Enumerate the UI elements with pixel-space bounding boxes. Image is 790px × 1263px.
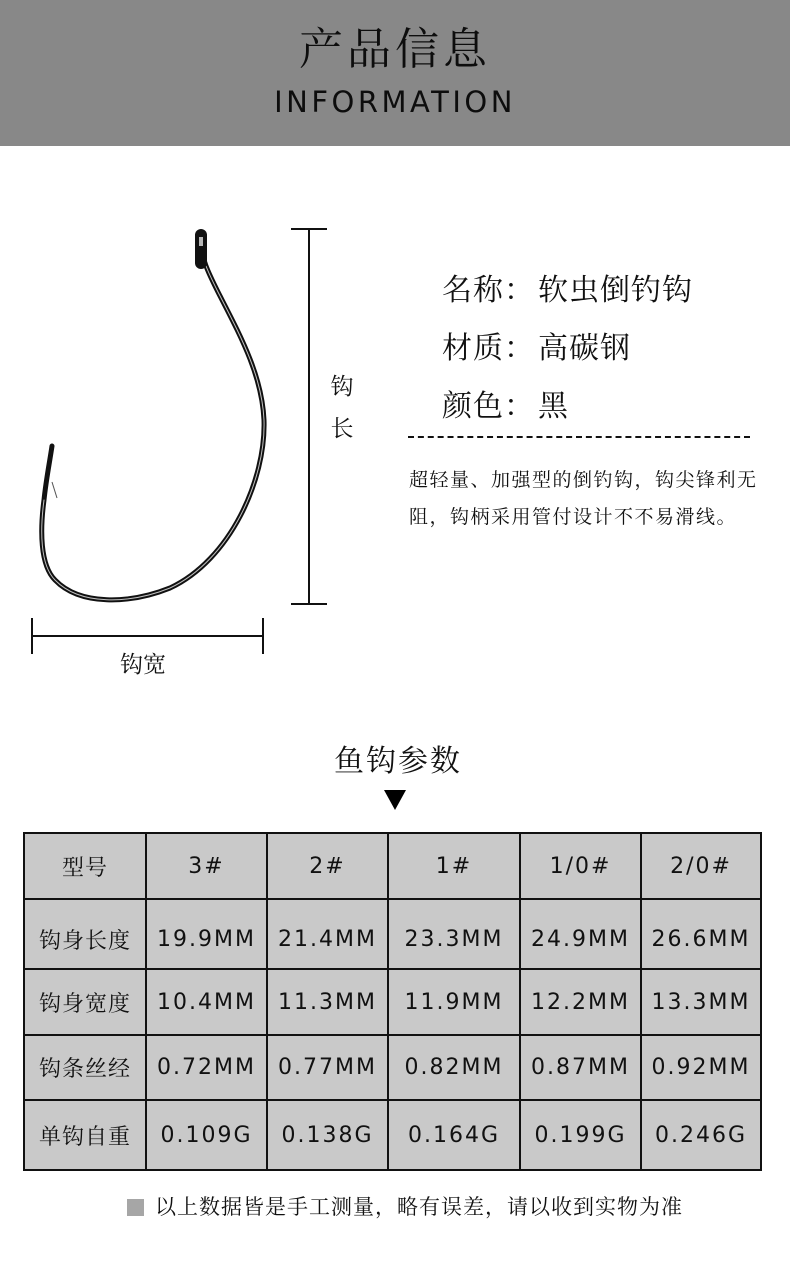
table-cell: 0.92MM — [641, 1035, 761, 1100]
table-cell: 10.4MM — [146, 969, 267, 1035]
spec-list — [442, 262, 693, 436]
hook-length-label: 钩 长 — [330, 374, 354, 442]
table-cell: 0.164G — [388, 1100, 520, 1170]
spec-name: 名称： 软虫倒钓钩 — [442, 273, 693, 308]
hook-diagram — [0, 200, 380, 700]
table-header-row — [24, 833, 761, 899]
spec-material: 材质： 高碳钢 — [442, 331, 631, 366]
table-cell: 0.109G — [146, 1100, 267, 1170]
table-cell: 钩条丝经 — [24, 1035, 146, 1100]
measurement-note: 以上数据皆是手工测量，略有误差，请以收到实物为准 — [127, 1192, 683, 1222]
table-row — [24, 969, 761, 1035]
table-cell: 12.2MM — [520, 969, 641, 1035]
table-cell: 钩身长度 — [24, 899, 146, 969]
table-cell: 钩身宽度 — [24, 969, 146, 1035]
table-cell: 0.72MM — [146, 1035, 267, 1100]
table-row — [24, 1035, 761, 1100]
table-cell: 0.199G — [520, 1100, 641, 1170]
table-cell: 0.138G — [267, 1100, 388, 1170]
table-cell: 21.4MM — [267, 899, 388, 969]
table-cell: 24.9MM — [520, 899, 641, 969]
arrow-down-icon — [384, 790, 406, 810]
table-cell: 0.82MM — [388, 1035, 520, 1100]
table-cell: 11.3MM — [267, 969, 388, 1035]
table-header-cell: 1# — [388, 833, 520, 899]
info-header — [0, 0, 790, 146]
fishing-hook-icon — [0, 200, 380, 700]
table-cell: 11.9MM — [388, 969, 520, 1035]
table-row — [24, 1100, 761, 1170]
hook-width-label: 钩宽 — [120, 652, 166, 678]
product-description: 超轻量、加强型的倒钓钩，钩尖锋利无阻，钩柄采用管付设计不不易滑线。 — [409, 469, 758, 528]
square-bullet-icon — [127, 1199, 144, 1216]
page-title: 产品信息 — [299, 24, 491, 75]
table-cell: 23.3MM — [388, 899, 520, 969]
table-cell: 0.87MM — [520, 1035, 641, 1100]
table-cell: 19.9MM — [146, 899, 267, 969]
table-header-cell: 1/0# — [520, 833, 641, 899]
table-cell: 单钩自重 — [24, 1100, 146, 1170]
table-cell: 0.246G — [641, 1100, 761, 1170]
spec-color: 颜色： 黑 — [442, 389, 569, 424]
table-header-cell: 3# — [146, 833, 267, 899]
table-cell: 26.6MM — [641, 899, 761, 969]
hook-params-table — [23, 832, 762, 1171]
dashed-divider — [408, 436, 750, 438]
table-header-cell: 型号 — [24, 833, 146, 899]
table-cell: 13.3MM — [641, 969, 761, 1035]
table-cell: 0.77MM — [267, 1035, 388, 1100]
table-header-cell: 2/0# — [641, 833, 761, 899]
table-header-cell: 2# — [267, 833, 388, 899]
page-subtitle: INFORMATION — [274, 85, 516, 119]
table-row — [24, 899, 761, 969]
params-title: 鱼钩参数 — [334, 744, 462, 779]
